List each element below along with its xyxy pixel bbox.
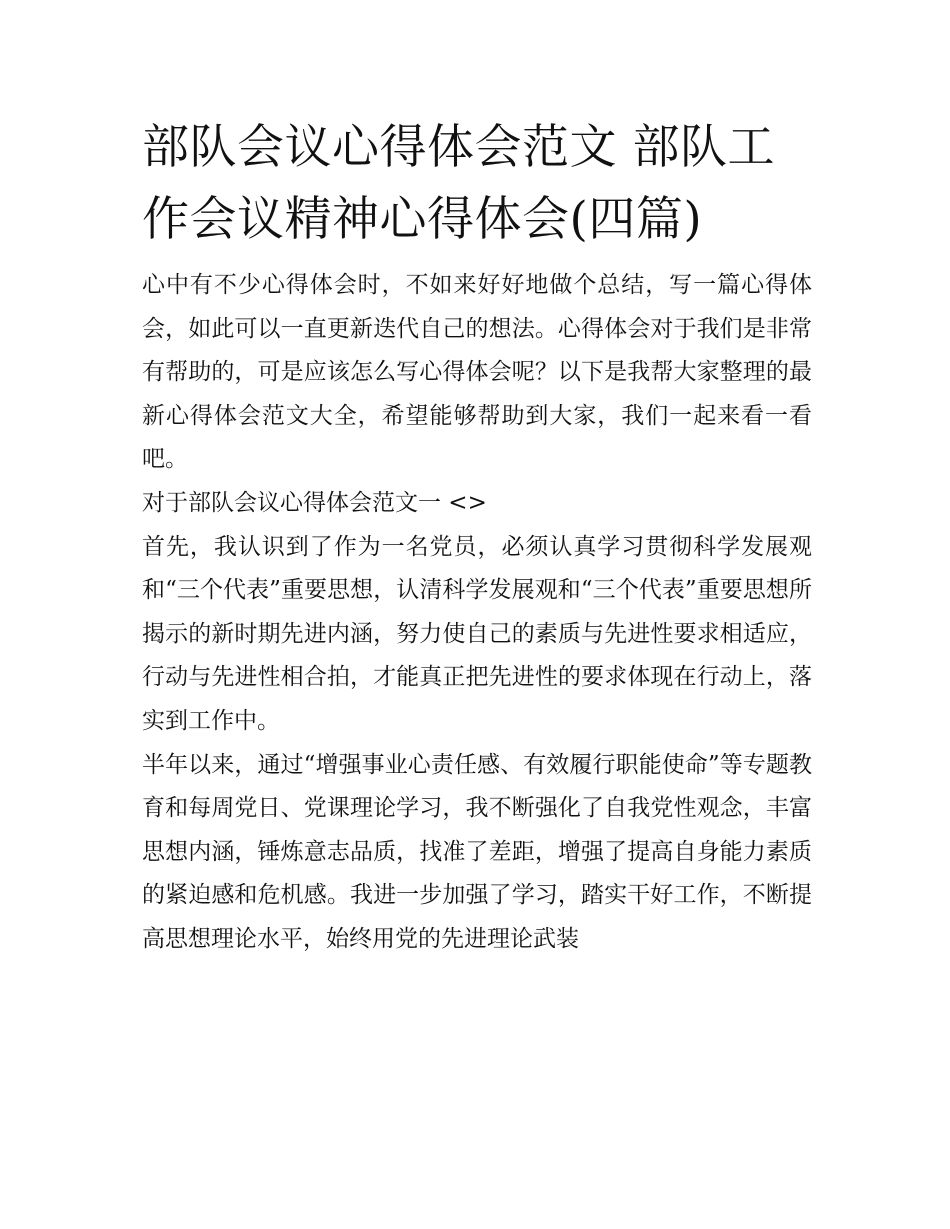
intro-paragraph: 心中有不少心得体会时，不如来好好地做个总结，写一篇心得体会，如此可以一直更新迭代自己的想法。心得体会对于我们是非常有帮助的，可是应该怎么写心得体会呢？以下是我帮大家整理的最新心得体会范文大全，希望能够帮助到大家，我们一起来看一看吧。 [142, 272, 812, 473]
section-heading: 对于部队会议心得体会范文一 <> [142, 489, 487, 516]
document-body [142, 264, 812, 962]
body-paragraph-1: 首先，我认识到了作为一名党员，必须认真学习贯彻科学发展观和“三个代表”重要思想，认清科学发展观和“三个代表”重要思想所揭示的新时期先进内涵，努力使自己的素质与先进性要求相适应，行动与先进性相合拍，才能真正把先进性的要求体现在行动上，落实到工作中。 [142, 533, 812, 734]
title-line-2: 作会议精神心得体会(四篇) [142, 192, 703, 247]
document-content [142, 112, 812, 962]
title-line-1: 部队会议心得体会范文 部队工 [142, 120, 775, 175]
document-title [142, 112, 812, 256]
body-paragraph-2: 半年以来，通过“增强事业心责任感、有效履行职能使命”等专题教育和每周党日、党课理论学习，我不断强化了自我党性观念，丰富思想内涵，锤炼意志品质，找准了差距，增强了提高自身能力素质的紧迫感和危机感。我进一步加强了学习，踏实干好工作，不断提高思想理论水平，始终用党的先进理论武装 [142, 751, 812, 952]
